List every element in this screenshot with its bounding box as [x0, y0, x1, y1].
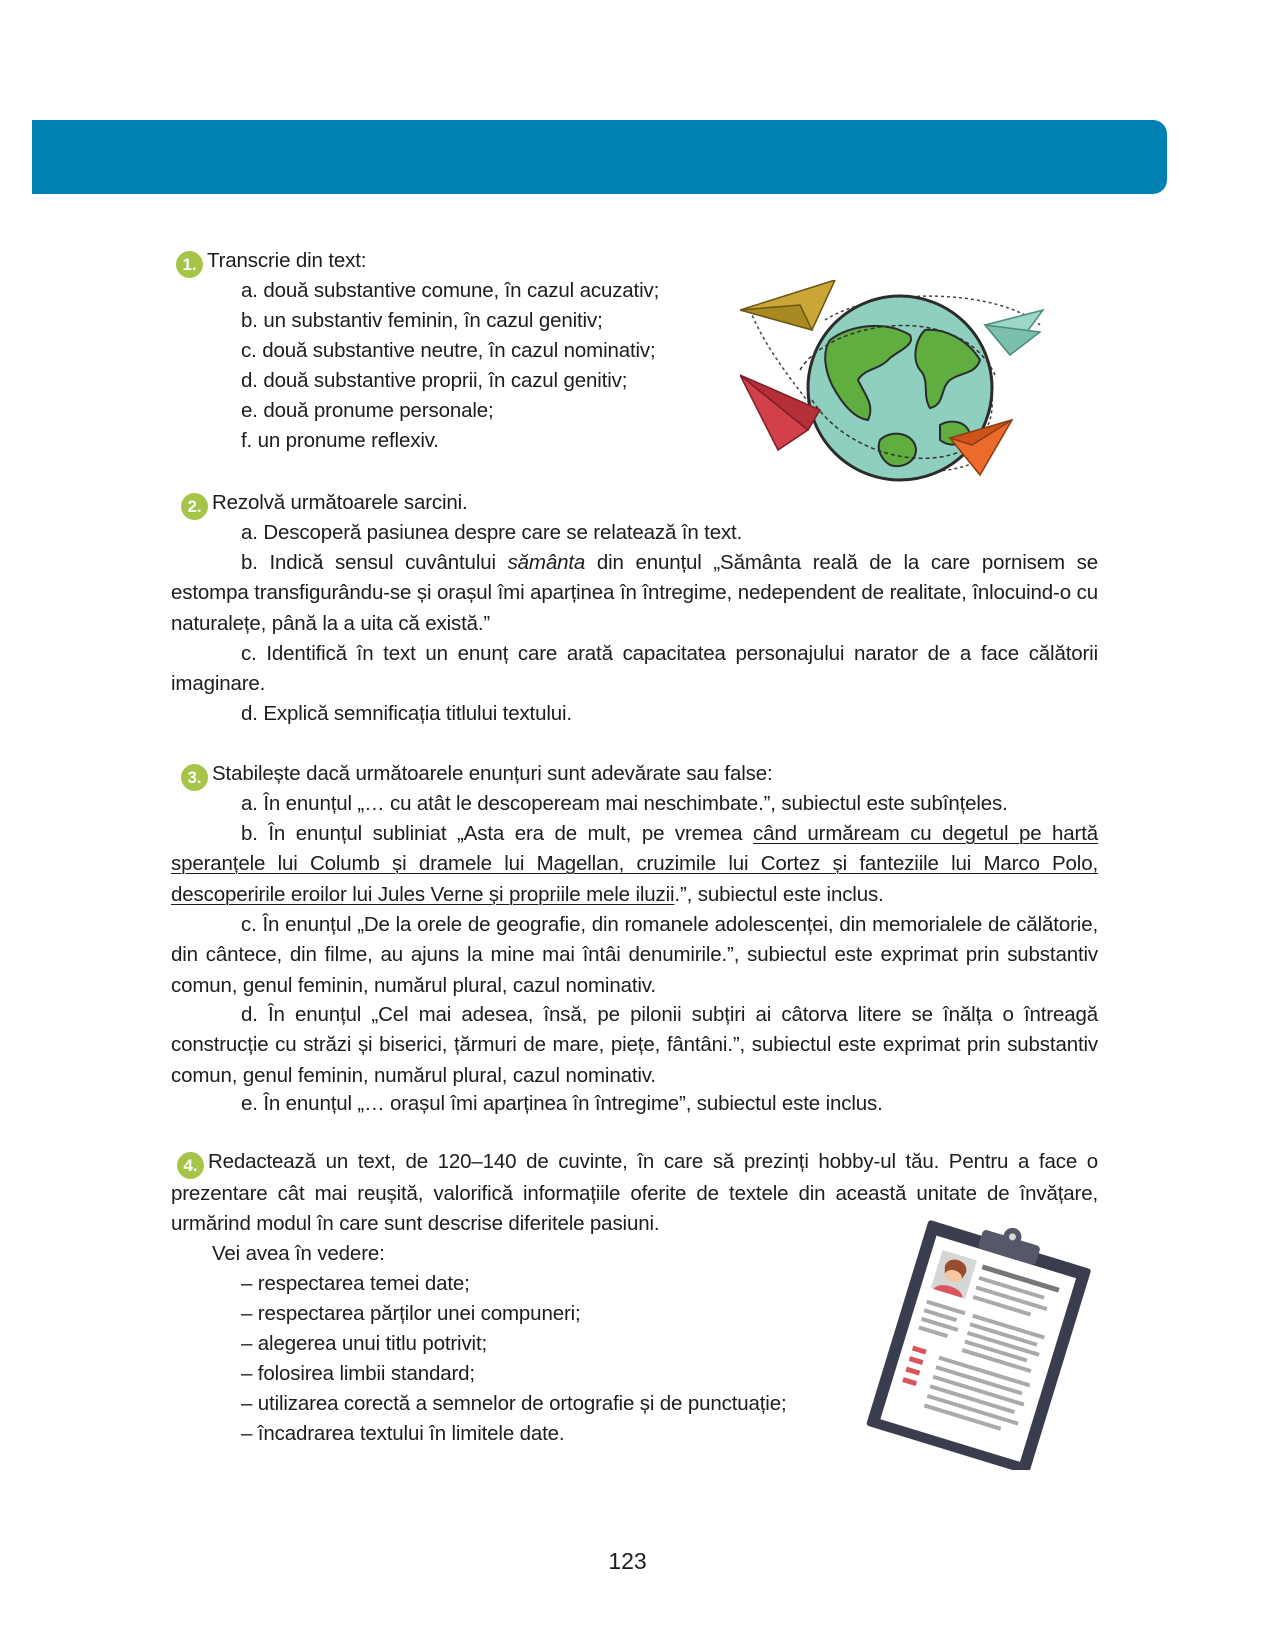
exercise-2-item-c: c. Identifică în text un enunț care arată capacitatea personajului narator de a face călătorii imaginare. [171, 642, 1098, 696]
exercise-3-item-c: c. În enunțul „De la orele de geografie, din romanele adolescenței, din memorialele de călătorie, din cântece, din filme, au ajuns la mine mai întâi denumirile.”, subiectul este exprimat prin substantiv comun, genul feminin, numărul plural, cazul nominativ. [171, 913, 1098, 997]
exercise-3-title: 3. Stabilește dacă următoarele enunțuri sunt adevărate sau false: [181, 759, 773, 791]
exercise-number-badge: 4. [177, 1152, 204, 1179]
exercise-2-item-d: d. Explică semnificația titlului textului. [241, 702, 572, 725]
exercise-4-lead: Vei avea în vedere: [212, 1242, 385, 1265]
exercise-4-item: – utilizarea corectă a semnelor de ortografie și de punctuație; [241, 1392, 787, 1415]
exercise-1-item: c. două substantive neutre, în cazul nominativ; [241, 339, 656, 362]
exercise-3-item-d: d. În enunțul „Cel mai adesea, însă, pe pilonii subțiri ai câtorva litere se înălța o întreagă construcție cu străzi și biserici, țărmuri de mare, piețe, fântâni.”, subiectul este exprimat prin substantiv comun, genul feminin, numărul plural, cazul nominativ. [171, 1003, 1098, 1087]
exercise-4-item: – încadrarea textului în limitele date. [241, 1422, 565, 1445]
exercise-1-item: b. un substantiv feminin, în cazul genitiv; [241, 309, 603, 332]
exercise-number-badge: 2. [181, 493, 208, 520]
exercise-3-item-e: e. În enunțul „… orașul îmi aparținea în întregime”, subiectul este inclus. [241, 1092, 883, 1115]
exercise-2-title: 2. Rezolvă următoarele sarcini. [181, 488, 468, 520]
exercise-1-item: e. două pronume personale; [241, 399, 494, 422]
exercise-1-item: f. un pronume reflexiv. [241, 429, 439, 452]
exercise-4-intro: 4. Redactează un text, de 120–140 de cuvinte, în care să prezinți hobby-ul tău. Pentru a face o prezentare cât mai reușită, valorifică informațiile oferite de textele din această unitate de învățare, urmărind modul în care sunt descrise diferitele pasiuni. [171, 1150, 1098, 1236]
exercise-number-badge: 3. [181, 764, 208, 791]
exercise-4-item: – alegerea unui titlu potrivit; [241, 1332, 488, 1355]
exercise-2-item-b: b. Indică sensul cuvântului sământa din enunțul „Sământa reală de la care pornisem se estompa transfigurându-se și orașul îmi aparținea în întregime, nedependent de realitate, înlocuind-o cu naturalețe, până la a uita că există.” [171, 551, 1098, 635]
exercise-3-item-a: a. În enunțul „… cu atât le descopeream mai neschimbate.”, subiectul este subînțeles. [241, 792, 1008, 815]
underlined-sentence: când urmăream cu degetul pe hartă speranțele lui Columb și dramele lui Magellan, cruzimile lui Cortez și fanteziile lui Marco Polo, descoperirile eroilor lui Jules Verne și propriile mele iluzii [171, 822, 1099, 906]
exercise-1-item: a. două substantive comune, în cazul acuzativ; [241, 279, 660, 302]
exercise-3-item-b: b. În enunțul subliniat „Asta era de mult, pe vremea când urmăream cu degetul pe hartă speranțele lui Columb și dramele lui Magellan, cruzimile lui Cortez și fanteziile lui Marco Polo, descoperirile eroilor lui Jules Verne și propriile mele iluzii.”, subiectul este inclus. [171, 822, 1099, 906]
exercise-1-title: 1. Transcrie din text: [176, 246, 366, 278]
exercise-4-item: – folosirea limbii standard; [241, 1362, 475, 1385]
exercise-4-item: – respectarea părților unei compuneri; [241, 1302, 581, 1325]
exercise-2-item-a: a. Descoperă pasiunea despre care se relatează în text. [241, 521, 743, 544]
page-number: 123 [608, 1548, 647, 1574]
exercise-1-item: d. două substantive proprii, în cazul genitiv; [241, 369, 628, 392]
exercise-4-item: – respectarea temei date; [241, 1272, 470, 1295]
clipboard-resume-icon [860, 1215, 1100, 1470]
globe-with-paper-planes-icon [740, 280, 1085, 495]
exercise-number-badge: 1. [176, 251, 203, 278]
